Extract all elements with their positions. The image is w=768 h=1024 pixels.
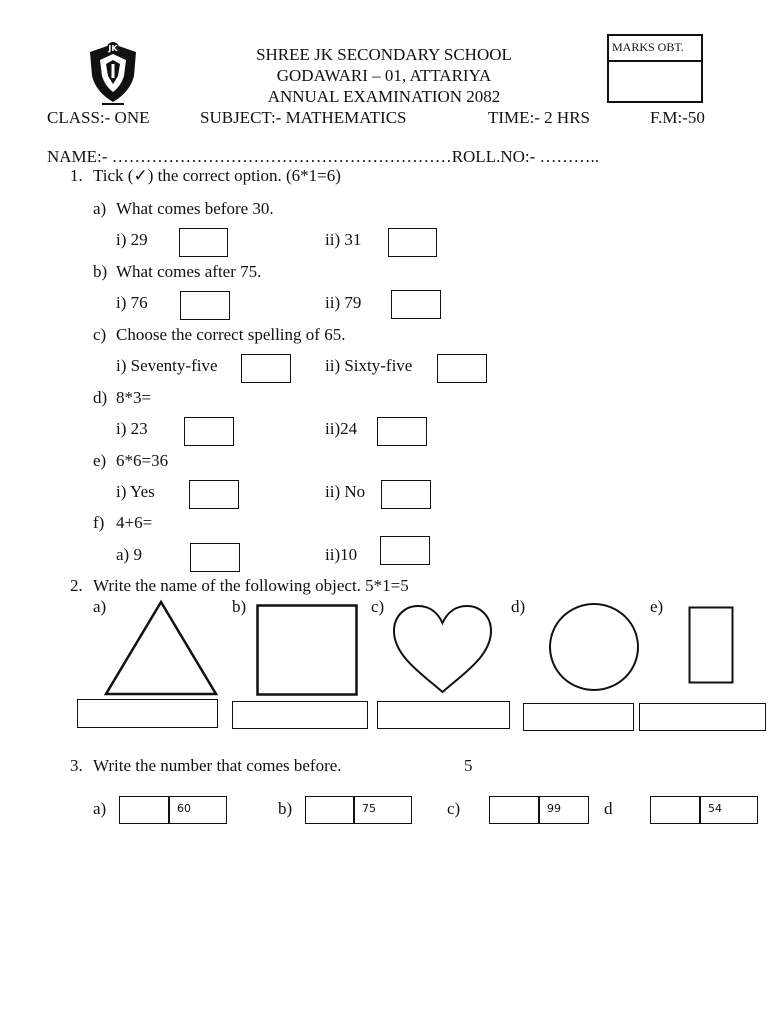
q2-label-c: c) bbox=[371, 597, 385, 616]
time-info: TIME:- 2 HRS bbox=[488, 108, 590, 127]
q3c-given-number: 99 bbox=[538, 796, 589, 824]
q1d-option2: ii)24 bbox=[325, 419, 358, 438]
q2-answer-box-c[interactable] bbox=[377, 701, 510, 729]
full-marks-info: F.M:-50 bbox=[650, 108, 705, 127]
q2-answer-box-b[interactable] bbox=[232, 701, 368, 729]
q1f-option2-tickbox[interactable] bbox=[380, 536, 430, 565]
q3c-answer-box[interactable] bbox=[489, 796, 540, 824]
q1f-option2: ii)10 bbox=[325, 545, 358, 564]
q3-title: Write the number that comes before. bbox=[93, 756, 342, 775]
q1-title: Tick (✓) the correct option. (6*1=6) bbox=[93, 166, 341, 185]
q2-title: Write the name of the following object. 5*1=5 bbox=[93, 576, 409, 595]
q3c-letter: c) bbox=[447, 799, 461, 818]
q3b-letter: b) bbox=[278, 799, 293, 818]
q2-label-e: e) bbox=[650, 597, 664, 616]
q1b-option2: ii) 79 bbox=[325, 293, 362, 312]
q1b-option2-tickbox[interactable] bbox=[391, 290, 441, 319]
q2-label-b: b) bbox=[232, 597, 247, 616]
q1e-letter: e) bbox=[93, 451, 107, 470]
q1d-option1-tickbox[interactable] bbox=[184, 417, 234, 446]
q2-answer-box-e[interactable] bbox=[639, 703, 766, 731]
q1a-text: What comes before 30. bbox=[116, 199, 274, 218]
q1f-option1-tickbox[interactable] bbox=[190, 543, 240, 572]
q3d-letter: d bbox=[604, 799, 613, 818]
q1d-letter: d) bbox=[93, 388, 108, 407]
q3d-given-number: 54 bbox=[699, 796, 758, 824]
name-roll-line[interactable]: NAME:- ……………………………………………………ROLL.NO:- ……….. bbox=[47, 147, 600, 166]
rectangle-shape bbox=[688, 606, 734, 684]
q3-marks: 5 bbox=[464, 756, 473, 775]
q1c-letter: c) bbox=[93, 325, 107, 344]
q1c-text: Choose the correct spelling of 65. bbox=[116, 325, 346, 344]
q1d-text: 8*3= bbox=[116, 388, 152, 407]
svg-text:JK: JK bbox=[108, 44, 118, 53]
q3b-given-number: 75 bbox=[353, 796, 412, 824]
school-name: SHREE JK SECONDARY SCHOOL bbox=[256, 45, 512, 64]
q3a-letter: a) bbox=[93, 799, 107, 818]
circle-shape bbox=[548, 602, 640, 692]
q1c-option1-tickbox[interactable] bbox=[241, 354, 291, 383]
q3a-answer-box[interactable] bbox=[119, 796, 170, 824]
q1e-option1-tickbox[interactable] bbox=[189, 480, 239, 509]
q1a-letter: a) bbox=[93, 199, 107, 218]
marks-label: MARKS OBT. bbox=[612, 40, 684, 54]
q1f-option1: a) 9 bbox=[116, 545, 142, 564]
q2-label-d: d) bbox=[511, 597, 526, 616]
q1a-option2-tickbox[interactable] bbox=[388, 228, 437, 257]
q2-answer-box-a[interactable] bbox=[77, 699, 218, 728]
q1e-option1: i) Yes bbox=[116, 482, 155, 501]
q1e-text: 6*6=36 bbox=[116, 451, 169, 470]
exam-title: ANNUAL EXAMINATION 2082 bbox=[267, 87, 501, 106]
subject-info: SUBJECT:- MATHEMATICS bbox=[200, 108, 407, 127]
q1a-option1: i) 29 bbox=[116, 230, 148, 249]
marks-divider bbox=[609, 60, 701, 62]
q1e-option2: ii) No bbox=[325, 482, 366, 501]
q3d-answer-box[interactable] bbox=[650, 796, 701, 824]
q2-answer-box-d[interactable] bbox=[523, 703, 634, 731]
q1d-option2-tickbox[interactable] bbox=[377, 417, 427, 446]
triangle-shape bbox=[104, 600, 218, 696]
q1-number: 1. bbox=[70, 166, 83, 185]
q1f-text: 4+6= bbox=[116, 513, 153, 532]
q3-number: 3. bbox=[70, 756, 83, 775]
q2-number: 2. bbox=[70, 576, 83, 595]
q1b-text: What comes after 75. bbox=[116, 262, 262, 281]
q3b-answer-box[interactable] bbox=[305, 796, 355, 824]
q3a-given-number: 60 bbox=[168, 796, 227, 824]
class-info: CLASS:- ONE bbox=[47, 108, 150, 127]
q1b-option1-tickbox[interactable] bbox=[180, 291, 230, 320]
q1c-option2: ii) Sixty-five bbox=[325, 356, 413, 375]
school-address: GODAWARI – 01, ATTARIYA bbox=[276, 66, 492, 85]
q1a-option2: ii) 31 bbox=[325, 230, 362, 249]
q1f-letter: f) bbox=[93, 513, 105, 532]
q1c-option2-tickbox[interactable] bbox=[437, 354, 487, 383]
q1a-option1-tickbox[interactable] bbox=[179, 228, 228, 257]
q1d-option1: i) 23 bbox=[116, 419, 148, 438]
q1c-option1: i) Seventy-five bbox=[116, 356, 218, 375]
square-shape bbox=[256, 604, 358, 696]
q1b-option1: i) 76 bbox=[116, 293, 148, 312]
q2-label-a: a) bbox=[93, 597, 107, 616]
q1e-option2-tickbox[interactable] bbox=[381, 480, 431, 509]
heart-shape bbox=[392, 604, 493, 694]
q1b-letter: b) bbox=[93, 262, 108, 281]
